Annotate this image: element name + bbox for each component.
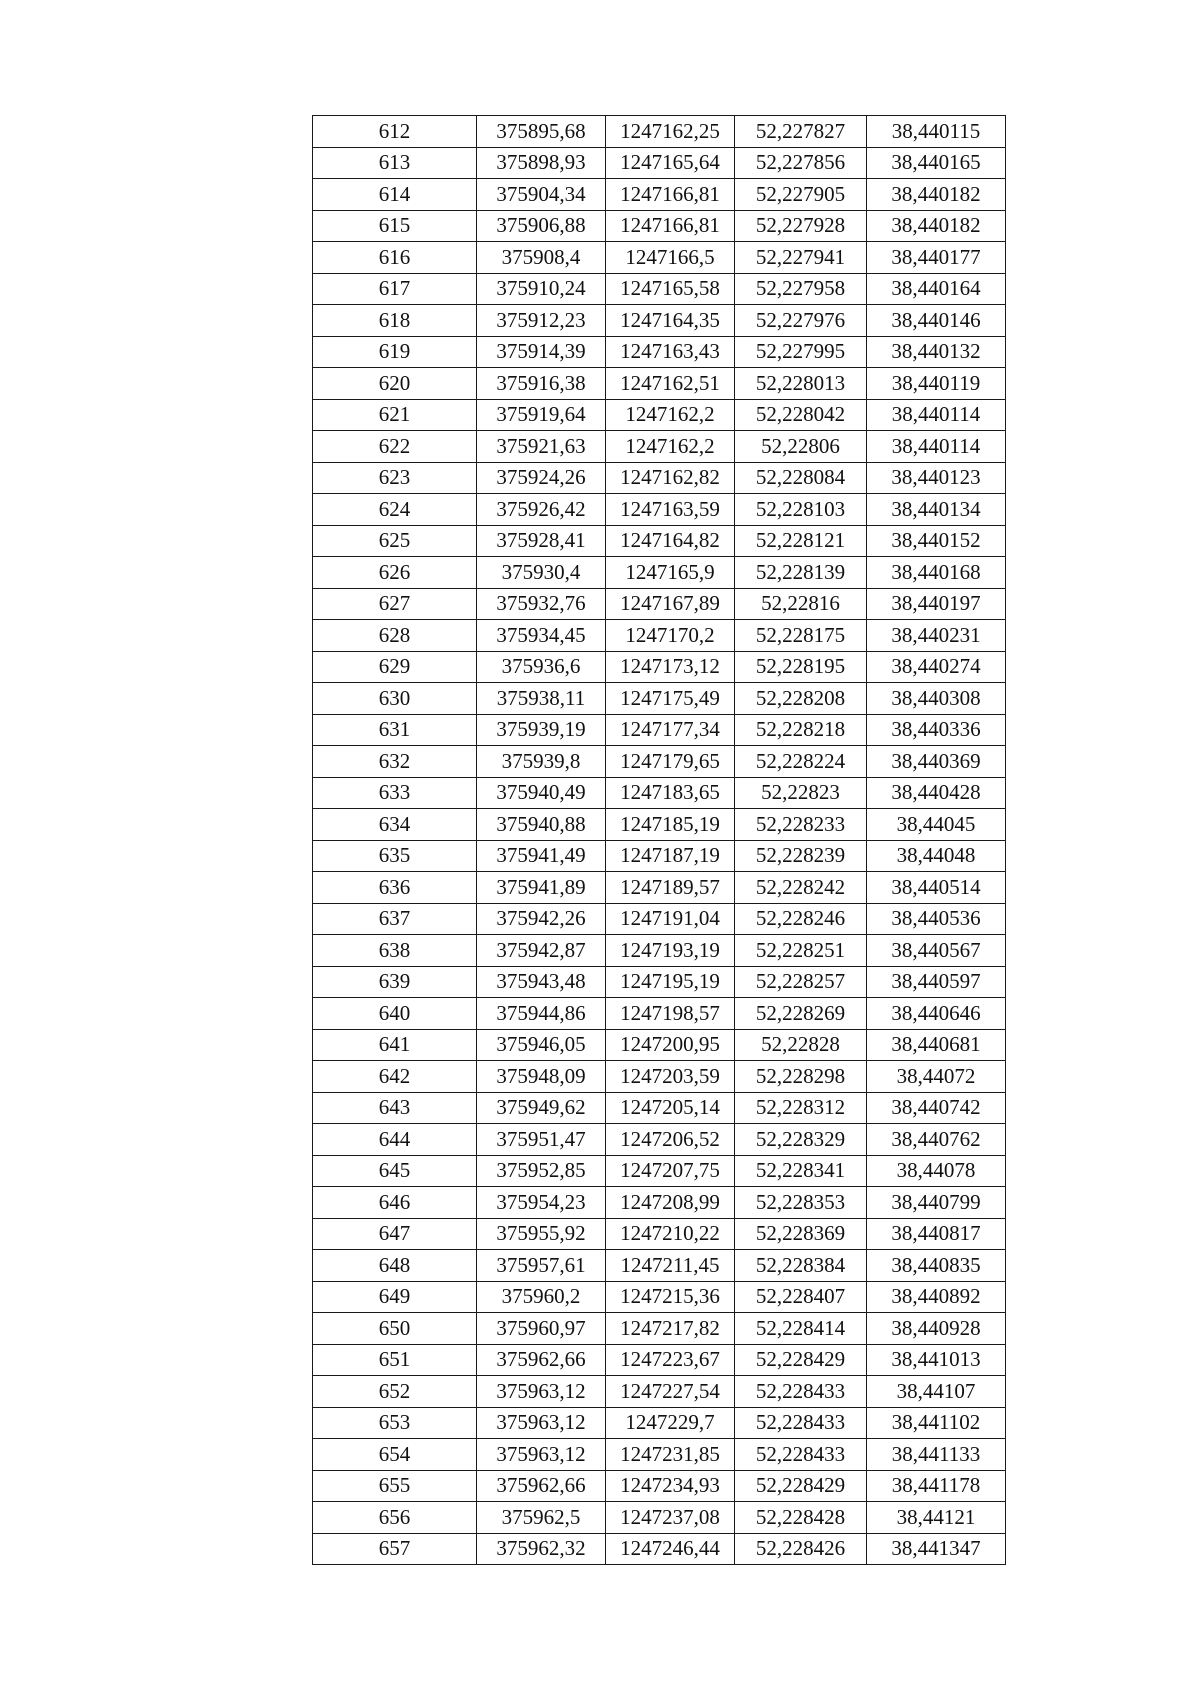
longitude-cell: 38,440168 — [867, 557, 1006, 589]
table-row — [313, 651, 1006, 683]
coordinates-table-body — [313, 116, 1006, 1565]
latitude-cell: 52,227827 — [735, 116, 867, 148]
y-coordinate-cell: 1247187,19 — [606, 840, 735, 872]
x-coordinate-cell: 375914,39 — [477, 336, 606, 368]
x-coordinate-cell: 375942,26 — [477, 903, 606, 935]
longitude-cell: 38,440182 — [867, 179, 1006, 211]
table-row — [313, 1407, 1006, 1439]
y-coordinate-cell: 1247234,93 — [606, 1470, 735, 1502]
x-coordinate-cell: 375908,4 — [477, 242, 606, 274]
point-number-cell: 648 — [313, 1250, 477, 1282]
longitude-cell: 38,441133 — [867, 1439, 1006, 1471]
point-number-cell: 636 — [313, 872, 477, 904]
longitude-cell: 38,440152 — [867, 525, 1006, 557]
longitude-cell: 38,440597 — [867, 966, 1006, 998]
y-coordinate-cell: 1247193,19 — [606, 935, 735, 967]
point-number-cell: 641 — [313, 1029, 477, 1061]
latitude-cell: 52,228298 — [735, 1061, 867, 1093]
x-coordinate-cell: 375928,41 — [477, 525, 606, 557]
latitude-cell: 52,228175 — [735, 620, 867, 652]
point-number-cell: 649 — [313, 1281, 477, 1313]
longitude-cell: 38,440742 — [867, 1092, 1006, 1124]
latitude-cell: 52,228224 — [735, 746, 867, 778]
point-number-cell: 647 — [313, 1218, 477, 1250]
point-number-cell: 639 — [313, 966, 477, 998]
table-row — [313, 368, 1006, 400]
point-number-cell: 626 — [313, 557, 477, 589]
longitude-cell: 38,440119 — [867, 368, 1006, 400]
table-row — [313, 147, 1006, 179]
latitude-cell: 52,228013 — [735, 368, 867, 400]
x-coordinate-cell: 375939,8 — [477, 746, 606, 778]
longitude-cell: 38,441178 — [867, 1470, 1006, 1502]
longitude-cell: 38,44048 — [867, 840, 1006, 872]
point-number-cell: 646 — [313, 1187, 477, 1219]
x-coordinate-cell: 375962,32 — [477, 1533, 606, 1565]
x-coordinate-cell: 375916,38 — [477, 368, 606, 400]
y-coordinate-cell: 1247217,82 — [606, 1313, 735, 1345]
x-coordinate-cell: 375946,05 — [477, 1029, 606, 1061]
coordinates-table — [312, 115, 1006, 1565]
latitude-cell: 52,228269 — [735, 998, 867, 1030]
x-coordinate-cell: 375940,49 — [477, 777, 606, 809]
point-number-cell: 656 — [313, 1502, 477, 1534]
latitude-cell: 52,227976 — [735, 305, 867, 337]
longitude-cell: 38,440681 — [867, 1029, 1006, 1061]
y-coordinate-cell: 1247227,54 — [606, 1376, 735, 1408]
y-coordinate-cell: 1247189,57 — [606, 872, 735, 904]
latitude-cell: 52,228084 — [735, 462, 867, 494]
y-coordinate-cell: 1247162,51 — [606, 368, 735, 400]
y-coordinate-cell: 1247183,65 — [606, 777, 735, 809]
x-coordinate-cell: 375960,2 — [477, 1281, 606, 1313]
longitude-cell: 38,440123 — [867, 462, 1006, 494]
y-coordinate-cell: 1247185,19 — [606, 809, 735, 841]
x-coordinate-cell: 375910,24 — [477, 273, 606, 305]
longitude-cell: 38,440369 — [867, 746, 1006, 778]
table-row — [313, 746, 1006, 778]
x-coordinate-cell: 375960,97 — [477, 1313, 606, 1345]
longitude-cell: 38,440428 — [867, 777, 1006, 809]
table-row — [313, 1502, 1006, 1534]
table-row — [313, 273, 1006, 305]
table-row — [313, 1250, 1006, 1282]
y-coordinate-cell: 1247162,25 — [606, 116, 735, 148]
x-coordinate-cell: 375912,23 — [477, 305, 606, 337]
longitude-cell: 38,440114 — [867, 399, 1006, 431]
longitude-cell: 38,440336 — [867, 714, 1006, 746]
x-coordinate-cell: 375906,88 — [477, 210, 606, 242]
y-coordinate-cell: 1247237,08 — [606, 1502, 735, 1534]
latitude-cell: 52,228433 — [735, 1439, 867, 1471]
longitude-cell: 38,440762 — [867, 1124, 1006, 1156]
x-coordinate-cell: 375941,49 — [477, 840, 606, 872]
point-number-cell: 632 — [313, 746, 477, 778]
point-number-cell: 631 — [313, 714, 477, 746]
longitude-cell: 38,440134 — [867, 494, 1006, 526]
latitude-cell: 52,227958 — [735, 273, 867, 305]
point-number-cell: 623 — [313, 462, 477, 494]
y-coordinate-cell: 1247166,5 — [606, 242, 735, 274]
latitude-cell: 52,228353 — [735, 1187, 867, 1219]
point-number-cell: 652 — [313, 1376, 477, 1408]
point-number-cell: 618 — [313, 305, 477, 337]
point-number-cell: 645 — [313, 1155, 477, 1187]
table-row — [313, 242, 1006, 274]
y-coordinate-cell: 1247179,65 — [606, 746, 735, 778]
point-number-cell: 625 — [313, 525, 477, 557]
point-number-cell: 624 — [313, 494, 477, 526]
point-number-cell: 643 — [313, 1092, 477, 1124]
latitude-cell: 52,228369 — [735, 1218, 867, 1250]
point-number-cell: 657 — [313, 1533, 477, 1565]
point-number-cell: 644 — [313, 1124, 477, 1156]
y-coordinate-cell: 1247167,89 — [606, 588, 735, 620]
y-coordinate-cell: 1247210,22 — [606, 1218, 735, 1250]
y-coordinate-cell: 1247198,57 — [606, 998, 735, 1030]
y-coordinate-cell: 1247195,19 — [606, 966, 735, 998]
point-number-cell: 634 — [313, 809, 477, 841]
longitude-cell: 38,440177 — [867, 242, 1006, 274]
y-coordinate-cell: 1247163,43 — [606, 336, 735, 368]
y-coordinate-cell: 1247215,36 — [606, 1281, 735, 1313]
y-coordinate-cell: 1247207,75 — [606, 1155, 735, 1187]
latitude-cell: 52,227928 — [735, 210, 867, 242]
table-row — [313, 840, 1006, 872]
table-row — [313, 1376, 1006, 1408]
table-row — [313, 588, 1006, 620]
x-coordinate-cell: 375943,48 — [477, 966, 606, 998]
latitude-cell: 52,227941 — [735, 242, 867, 274]
point-number-cell: 621 — [313, 399, 477, 431]
point-number-cell: 614 — [313, 179, 477, 211]
latitude-cell: 52,227995 — [735, 336, 867, 368]
table-row — [313, 116, 1006, 148]
x-coordinate-cell: 375938,11 — [477, 683, 606, 715]
table-row — [313, 1313, 1006, 1345]
table-row — [313, 494, 1006, 526]
x-coordinate-cell: 375919,64 — [477, 399, 606, 431]
longitude-cell: 38,441347 — [867, 1533, 1006, 1565]
x-coordinate-cell: 375940,88 — [477, 809, 606, 841]
table-row — [313, 777, 1006, 809]
table-row — [313, 1218, 1006, 1250]
longitude-cell: 38,440197 — [867, 588, 1006, 620]
x-coordinate-cell: 375936,6 — [477, 651, 606, 683]
longitude-cell: 38,44072 — [867, 1061, 1006, 1093]
table-row — [313, 620, 1006, 652]
latitude-cell: 52,228042 — [735, 399, 867, 431]
x-coordinate-cell: 375942,87 — [477, 935, 606, 967]
latitude-cell: 52,22823 — [735, 777, 867, 809]
longitude-cell: 38,441013 — [867, 1344, 1006, 1376]
longitude-cell: 38,440308 — [867, 683, 1006, 715]
table-row — [313, 1533, 1006, 1565]
point-number-cell: 620 — [313, 368, 477, 400]
y-coordinate-cell: 1247203,59 — [606, 1061, 735, 1093]
x-coordinate-cell: 375949,62 — [477, 1092, 606, 1124]
y-coordinate-cell: 1247175,49 — [606, 683, 735, 715]
point-number-cell: 613 — [313, 147, 477, 179]
table-row — [313, 1124, 1006, 1156]
table-row — [313, 210, 1006, 242]
longitude-cell: 38,441102 — [867, 1407, 1006, 1439]
latitude-cell: 52,227905 — [735, 179, 867, 211]
x-coordinate-cell: 375948,09 — [477, 1061, 606, 1093]
longitude-cell: 38,440567 — [867, 935, 1006, 967]
point-number-cell: 650 — [313, 1313, 477, 1345]
x-coordinate-cell: 375898,93 — [477, 147, 606, 179]
x-coordinate-cell: 375962,66 — [477, 1470, 606, 1502]
table-row — [313, 998, 1006, 1030]
y-coordinate-cell: 1247163,59 — [606, 494, 735, 526]
y-coordinate-cell: 1247166,81 — [606, 210, 735, 242]
table-row — [313, 1344, 1006, 1376]
point-number-cell: 615 — [313, 210, 477, 242]
x-coordinate-cell: 375930,4 — [477, 557, 606, 589]
latitude-cell: 52,228103 — [735, 494, 867, 526]
latitude-cell: 52,228139 — [735, 557, 867, 589]
longitude-cell: 38,440274 — [867, 651, 1006, 683]
point-number-cell: 617 — [313, 273, 477, 305]
latitude-cell: 52,228257 — [735, 966, 867, 998]
y-coordinate-cell: 1247162,2 — [606, 431, 735, 463]
latitude-cell: 52,22806 — [735, 431, 867, 463]
x-coordinate-cell: 375962,66 — [477, 1344, 606, 1376]
point-number-cell: 622 — [313, 431, 477, 463]
table-row — [313, 935, 1006, 967]
table-row — [313, 1281, 1006, 1313]
table-row — [313, 1092, 1006, 1124]
latitude-cell: 52,22828 — [735, 1029, 867, 1061]
latitude-cell: 52,228426 — [735, 1533, 867, 1565]
longitude-cell: 38,44121 — [867, 1502, 1006, 1534]
y-coordinate-cell: 1247165,58 — [606, 273, 735, 305]
y-coordinate-cell: 1247211,45 — [606, 1250, 735, 1282]
latitude-cell: 52,228208 — [735, 683, 867, 715]
x-coordinate-cell: 375924,26 — [477, 462, 606, 494]
y-coordinate-cell: 1247206,52 — [606, 1124, 735, 1156]
table-row — [313, 557, 1006, 589]
table-row — [313, 1061, 1006, 1093]
x-coordinate-cell: 375939,19 — [477, 714, 606, 746]
latitude-cell: 52,228429 — [735, 1344, 867, 1376]
point-number-cell: 612 — [313, 116, 477, 148]
y-coordinate-cell: 1247191,04 — [606, 903, 735, 935]
table-row — [313, 462, 1006, 494]
longitude-cell: 38,440132 — [867, 336, 1006, 368]
latitude-cell: 52,228218 — [735, 714, 867, 746]
longitude-cell: 38,44078 — [867, 1155, 1006, 1187]
y-coordinate-cell: 1247231,85 — [606, 1439, 735, 1471]
x-coordinate-cell: 375952,85 — [477, 1155, 606, 1187]
point-number-cell: 628 — [313, 620, 477, 652]
x-coordinate-cell: 375963,12 — [477, 1376, 606, 1408]
point-number-cell: 637 — [313, 903, 477, 935]
point-number-cell: 640 — [313, 998, 477, 1030]
longitude-cell: 38,440835 — [867, 1250, 1006, 1282]
table-row — [313, 683, 1006, 715]
latitude-cell: 52,228429 — [735, 1470, 867, 1502]
longitude-cell: 38,440799 — [867, 1187, 1006, 1219]
point-number-cell: 619 — [313, 336, 477, 368]
point-number-cell: 635 — [313, 840, 477, 872]
table-row — [313, 336, 1006, 368]
longitude-cell: 38,440146 — [867, 305, 1006, 337]
y-coordinate-cell: 1247246,44 — [606, 1533, 735, 1565]
table-row — [313, 1155, 1006, 1187]
point-number-cell: 633 — [313, 777, 477, 809]
x-coordinate-cell: 375957,61 — [477, 1250, 606, 1282]
longitude-cell: 38,440164 — [867, 273, 1006, 305]
latitude-cell: 52,228246 — [735, 903, 867, 935]
latitude-cell: 52,228433 — [735, 1407, 867, 1439]
y-coordinate-cell: 1247162,82 — [606, 462, 735, 494]
x-coordinate-cell: 375904,34 — [477, 179, 606, 211]
longitude-cell: 38,440514 — [867, 872, 1006, 904]
y-coordinate-cell: 1247223,67 — [606, 1344, 735, 1376]
point-number-cell: 653 — [313, 1407, 477, 1439]
x-coordinate-cell: 375955,92 — [477, 1218, 606, 1250]
longitude-cell: 38,440536 — [867, 903, 1006, 935]
longitude-cell: 38,44045 — [867, 809, 1006, 841]
x-coordinate-cell: 375944,86 — [477, 998, 606, 1030]
y-coordinate-cell: 1247164,82 — [606, 525, 735, 557]
latitude-cell: 52,228251 — [735, 935, 867, 967]
longitude-cell: 38,440892 — [867, 1281, 1006, 1313]
latitude-cell: 52,22816 — [735, 588, 867, 620]
x-coordinate-cell: 375962,5 — [477, 1502, 606, 1534]
table-row — [313, 525, 1006, 557]
point-number-cell: 630 — [313, 683, 477, 715]
latitude-cell: 52,228329 — [735, 1124, 867, 1156]
latitude-cell: 52,228433 — [735, 1376, 867, 1408]
latitude-cell: 52,228341 — [735, 1155, 867, 1187]
table-row — [313, 179, 1006, 211]
table-row — [313, 399, 1006, 431]
longitude-cell: 38,440928 — [867, 1313, 1006, 1345]
y-coordinate-cell: 1247166,81 — [606, 179, 735, 211]
table-row — [313, 1439, 1006, 1471]
y-coordinate-cell: 1247208,99 — [606, 1187, 735, 1219]
latitude-cell: 52,228121 — [735, 525, 867, 557]
x-coordinate-cell: 375951,47 — [477, 1124, 606, 1156]
point-number-cell: 651 — [313, 1344, 477, 1376]
point-number-cell: 655 — [313, 1470, 477, 1502]
table-row — [313, 903, 1006, 935]
longitude-cell: 38,440114 — [867, 431, 1006, 463]
point-number-cell: 638 — [313, 935, 477, 967]
latitude-cell: 52,228242 — [735, 872, 867, 904]
point-number-cell: 642 — [313, 1061, 477, 1093]
x-coordinate-cell: 375932,76 — [477, 588, 606, 620]
x-coordinate-cell: 375963,12 — [477, 1439, 606, 1471]
x-coordinate-cell: 375934,45 — [477, 620, 606, 652]
latitude-cell: 52,227856 — [735, 147, 867, 179]
y-coordinate-cell: 1247162,2 — [606, 399, 735, 431]
table-row — [313, 809, 1006, 841]
y-coordinate-cell: 1247170,2 — [606, 620, 735, 652]
x-coordinate-cell: 375895,68 — [477, 116, 606, 148]
latitude-cell: 52,228407 — [735, 1281, 867, 1313]
longitude-cell: 38,440231 — [867, 620, 1006, 652]
longitude-cell: 38,440182 — [867, 210, 1006, 242]
point-number-cell: 627 — [313, 588, 477, 620]
latitude-cell: 52,228195 — [735, 651, 867, 683]
latitude-cell: 52,228384 — [735, 1250, 867, 1282]
latitude-cell: 52,228428 — [735, 1502, 867, 1534]
x-coordinate-cell: 375921,63 — [477, 431, 606, 463]
longitude-cell: 38,440165 — [867, 147, 1006, 179]
y-coordinate-cell: 1247177,34 — [606, 714, 735, 746]
table-row — [313, 872, 1006, 904]
x-coordinate-cell: 375954,23 — [477, 1187, 606, 1219]
longitude-cell: 38,440646 — [867, 998, 1006, 1030]
y-coordinate-cell: 1247229,7 — [606, 1407, 735, 1439]
table-row — [313, 431, 1006, 463]
table-row — [313, 1187, 1006, 1219]
longitude-cell: 38,440817 — [867, 1218, 1006, 1250]
x-coordinate-cell: 375941,89 — [477, 872, 606, 904]
table-row — [313, 305, 1006, 337]
y-coordinate-cell: 1247200,95 — [606, 1029, 735, 1061]
latitude-cell: 52,228312 — [735, 1092, 867, 1124]
y-coordinate-cell: 1247164,35 — [606, 305, 735, 337]
x-coordinate-cell: 375926,42 — [477, 494, 606, 526]
table-row — [313, 966, 1006, 998]
longitude-cell: 38,44107 — [867, 1376, 1006, 1408]
latitude-cell: 52,228239 — [735, 840, 867, 872]
table-row — [313, 1029, 1006, 1061]
y-coordinate-cell: 1247173,12 — [606, 651, 735, 683]
longitude-cell: 38,440115 — [867, 116, 1006, 148]
point-number-cell: 616 — [313, 242, 477, 274]
y-coordinate-cell: 1247165,64 — [606, 147, 735, 179]
point-number-cell: 654 — [313, 1439, 477, 1471]
point-number-cell: 629 — [313, 651, 477, 683]
y-coordinate-cell: 1247165,9 — [606, 557, 735, 589]
table-row — [313, 714, 1006, 746]
latitude-cell: 52,228233 — [735, 809, 867, 841]
y-coordinate-cell: 1247205,14 — [606, 1092, 735, 1124]
x-coordinate-cell: 375963,12 — [477, 1407, 606, 1439]
latitude-cell: 52,228414 — [735, 1313, 867, 1345]
table-row — [313, 1470, 1006, 1502]
